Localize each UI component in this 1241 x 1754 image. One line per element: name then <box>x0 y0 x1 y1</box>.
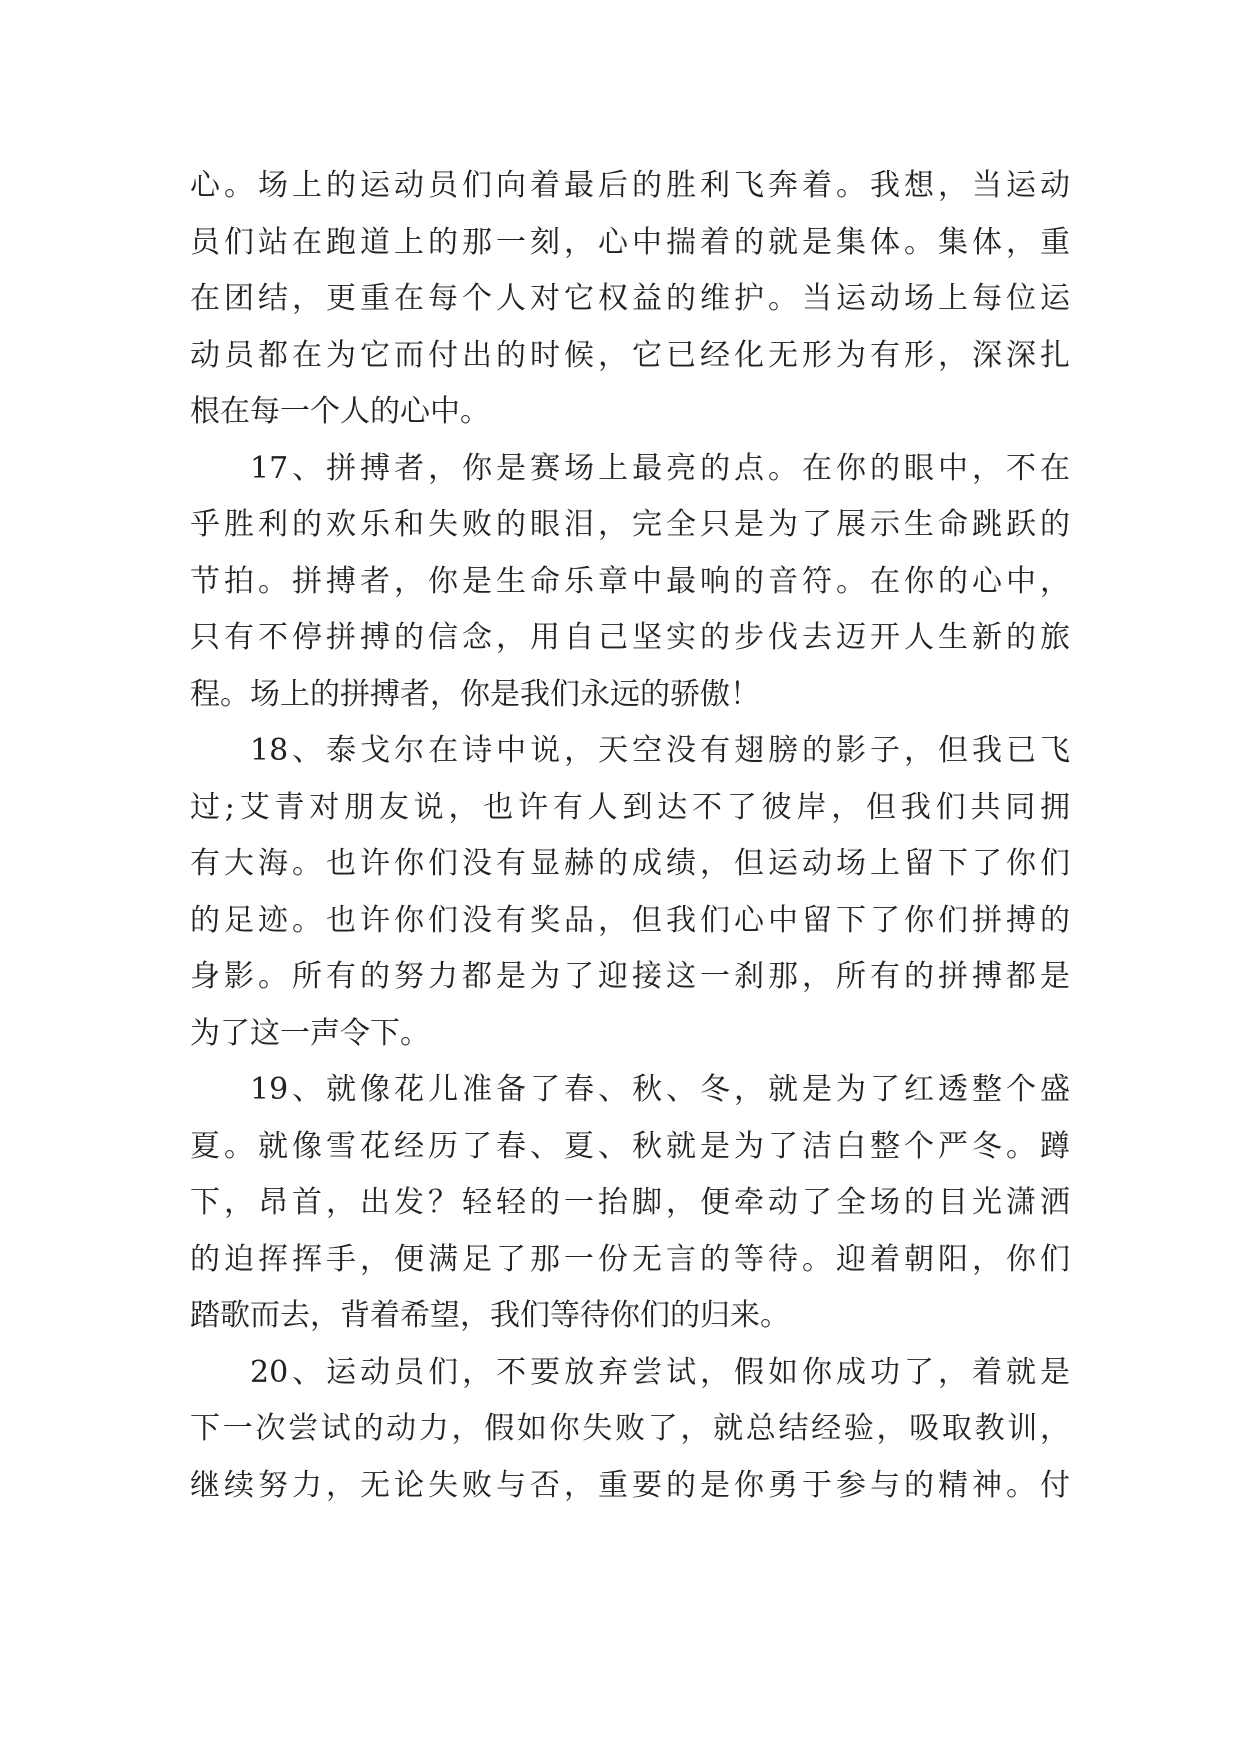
text-line: 只有不停拼搏的信念，用自己坚实的步伐去迈开人生新的旅 <box>190 620 1070 655</box>
paragraph-20 <box>190 1345 1070 1515</box>
text-line: 动员都在为它而付出的时候，它已经化无形为有形，深深扎 <box>190 337 1070 373</box>
text-line: 20、运动员们，不要放弃尝试，假如你成功了，着就是 <box>250 1354 1070 1390</box>
text-line: 下一次尝试的动力，假如你失败了，就总结经验，吸取教训， <box>190 1411 1070 1446</box>
text-line: 的迫挥挥手，便满足了那一份无言的等待。迎着朝阳，你们 <box>190 1241 1070 1277</box>
text-line: 19、就像花儿准备了春、秋、冬，就是为了红透整个盛 <box>250 1072 1070 1107</box>
paragraph-18 <box>190 723 1070 1062</box>
text-line: 的足迹。也许你们没有奖品，但我们心中留下了你们拼搏的 <box>190 902 1070 938</box>
text-line: 身影。所有的努力都是为了迎接这一刹那，所有的拼搏都是 <box>190 959 1070 994</box>
text-line: 过;艾青对朋友说，也许有人到达不了彼岸，但我们共同拥 <box>190 789 1070 825</box>
text-line: 继续努力，无论失败与否，重要的是你勇于参与的精神。付 <box>190 1467 1070 1503</box>
text-line: 夏。就像雪花经历了春、夏、秋就是为了洁白整个严冬。蹲 <box>190 1128 1070 1164</box>
text-line: 心。场上的运动员们向着最后的胜利飞奔着。我想，当运动 <box>190 168 1070 203</box>
text-line: 18、泰戈尔在诗中说，天空没有翅膀的影子，但我已飞 <box>250 733 1070 768</box>
paragraph-17 <box>190 441 1070 724</box>
text-line: 踏歌而去，背着希望，我们等待你们的归来。 <box>190 1298 790 1333</box>
text-line: 节拍。拼搏者，你是生命乐章中最响的音符。在你的心中， <box>190 563 1070 599</box>
text-line: 有大海。也许你们没有显赫的成绩，但运动场上留下了你们 <box>190 846 1070 881</box>
text-line: 在团结，更重在每个人对它权益的维护。当运动场上每位运 <box>190 281 1070 316</box>
text-line: 程。场上的拼搏者，你是我们永远的骄傲！ <box>190 676 760 712</box>
text-line: 员们站在跑道上的那一刻，心中揣着的就是集体。集体，重 <box>190 224 1070 260</box>
text-line: 根在每一个人的心中。 <box>190 394 490 429</box>
paragraph-16-continuation <box>190 158 1070 441</box>
text-line: 为了这一声令下。 <box>190 1015 430 1051</box>
text-line: 乎胜利的欢乐和失败的眼泪，完全只是为了展示生命跳跃的 <box>190 507 1070 542</box>
text-line: 下，昂首，出发？轻轻的一抬脚，便牵动了全场的目光潇洒 <box>190 1185 1070 1220</box>
paragraph-19 <box>190 1062 1070 1345</box>
document-body <box>190 158 1070 1514</box>
text-line: 17、拼搏者，你是赛场上最亮的点。在你的眼中，不在 <box>250 450 1070 486</box>
